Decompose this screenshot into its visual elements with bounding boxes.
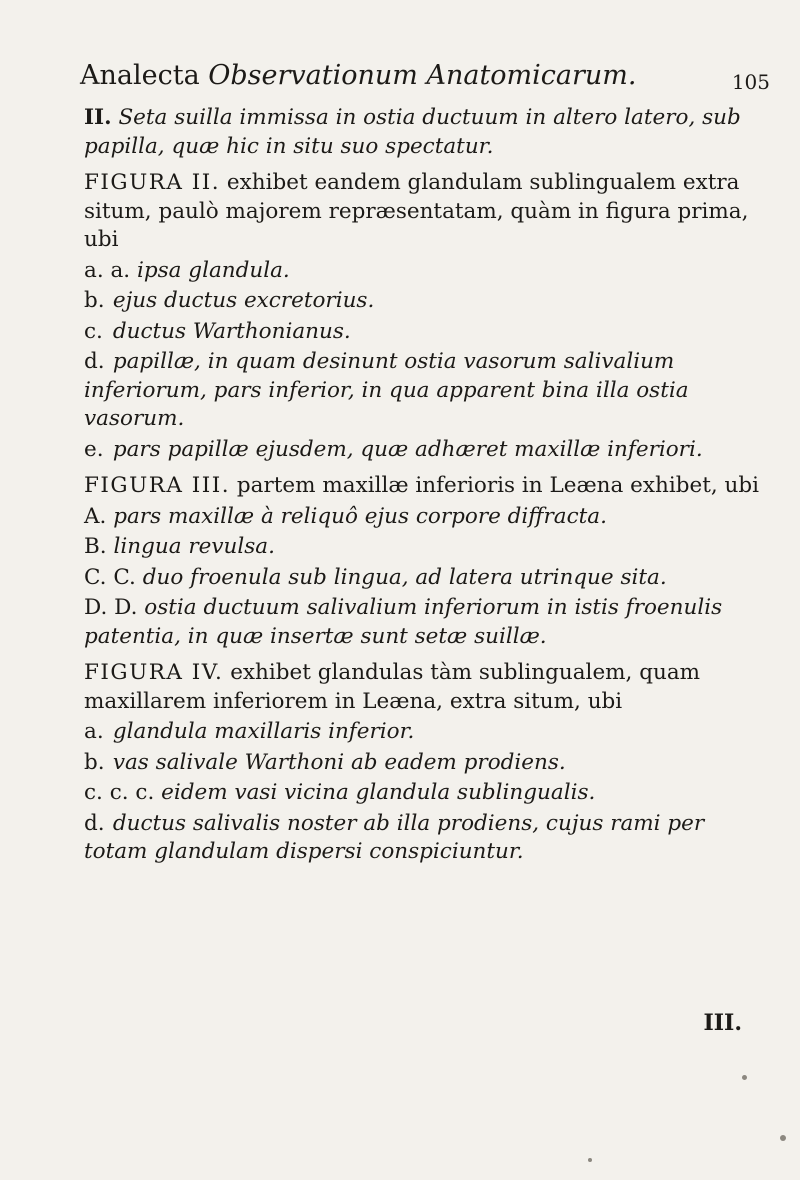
legend-text: ejus ductus excretorius. <box>112 288 375 313</box>
legend-letter: a. a. <box>84 257 131 283</box>
figure-three-heading: FIGURA III. <box>84 473 231 498</box>
page-header <box>80 60 770 100</box>
catchword: III. <box>703 1010 742 1036</box>
legend-text: duo froenula sub lingua, ad latera utrinque sita. <box>142 564 667 590</box>
legend-item <box>84 503 764 532</box>
legend-letter: B. <box>84 534 107 559</box>
legend-item <box>84 436 764 465</box>
legend-item <box>84 287 764 316</box>
legend-letter: C. C. <box>84 564 136 590</box>
section-two-text: Seta suilla immissa in ostia ductuum in altero latero, sub papilla, quæ hic in situ suo spectatur. <box>84 105 741 159</box>
legend-text: vas salivale Warthoni ab eadem prodiens. <box>112 749 566 775</box>
page-number: 105 <box>731 70 770 94</box>
ink-speck <box>780 1135 786 1141</box>
legend-text: papillæ, in quam desinunt ostia vasorum salivalium inferiorum, pars inferior, in qua apparent bina illa ostia vasorum. <box>84 349 689 431</box>
legend-text: ipsa glandula. <box>136 257 290 283</box>
legend-letter: b. <box>84 288 105 313</box>
page-body <box>84 104 764 867</box>
legend-item <box>84 594 764 651</box>
ink-speck <box>588 1158 592 1162</box>
figure-four-paragraph <box>84 659 764 716</box>
legend-letter: b. <box>84 749 105 775</box>
legend-item <box>84 318 764 347</box>
running-title-plain: Analecta <box>80 60 209 91</box>
legend-text: ostia ductuum salivalium inferiorum in istis froenulis patentia, in quæ insertæ sunt setæ suillæ. <box>84 595 723 649</box>
figure-two-text: exhibet eandem glandulam sublingualem extra situm, paulò majorem repræsentatam, quàm in figura prima, ubi <box>84 170 749 252</box>
legend-text: pars maxillæ à reliquô ejus corpore diffracta. <box>113 503 607 529</box>
section-two-paragraph <box>84 104 764 161</box>
ink-speck <box>742 1075 747 1080</box>
legend-item <box>84 533 764 562</box>
legend-letter: e. <box>84 436 104 462</box>
legend-letter: c. <box>84 318 103 344</box>
section-two-lead: II. <box>84 105 112 130</box>
legend-letter: D. D. <box>84 595 138 620</box>
legend-text: ductus salivalis noster ab illa prodiens, cujus rami per totam glandulam dispersi conspiciuntur. <box>84 810 705 864</box>
legend-item <box>84 779 764 808</box>
legend-item <box>84 257 764 286</box>
legend-letter: c. c. c. <box>84 780 155 805</box>
legend-item <box>84 348 764 434</box>
figure-four-text: exhibet glandulas tàm sublingualem, quam maxillarem inferiorem in Leæna, extra situm, ubi <box>84 660 701 714</box>
legend-item <box>84 718 764 747</box>
legend-text: pars papillæ ejusdem, quæ adhæret maxillæ inferiori. <box>112 436 703 462</box>
legend-text: lingua revulsa. <box>113 534 275 559</box>
legend-text: eidem vasi vicina glandula sublingualis. <box>161 780 596 805</box>
figure-three-paragraph <box>84 472 764 501</box>
legend-letter: d. <box>84 349 105 374</box>
figure-three-text: partem maxillæ inferioris in Leæna exhibet, ubi <box>236 473 760 498</box>
legend-letter: d. <box>84 810 105 836</box>
legend-item <box>84 564 764 593</box>
legend-item <box>84 810 764 867</box>
legend-letter: A. <box>84 503 107 529</box>
figure-two-paragraph <box>84 169 764 255</box>
legend-text: ductus Warthonianus. <box>112 318 351 344</box>
figure-two-heading: FIGURA II. <box>84 170 221 195</box>
legend-text: glandula maxillaris inferior. <box>112 719 415 744</box>
running-title <box>80 60 637 91</box>
figure-four-heading: FIGURA IV. <box>84 660 224 685</box>
legend-item <box>84 749 764 778</box>
running-title-italic: Observationum Anatomicarum. <box>208 60 637 91</box>
legend-letter: a. <box>84 719 104 744</box>
